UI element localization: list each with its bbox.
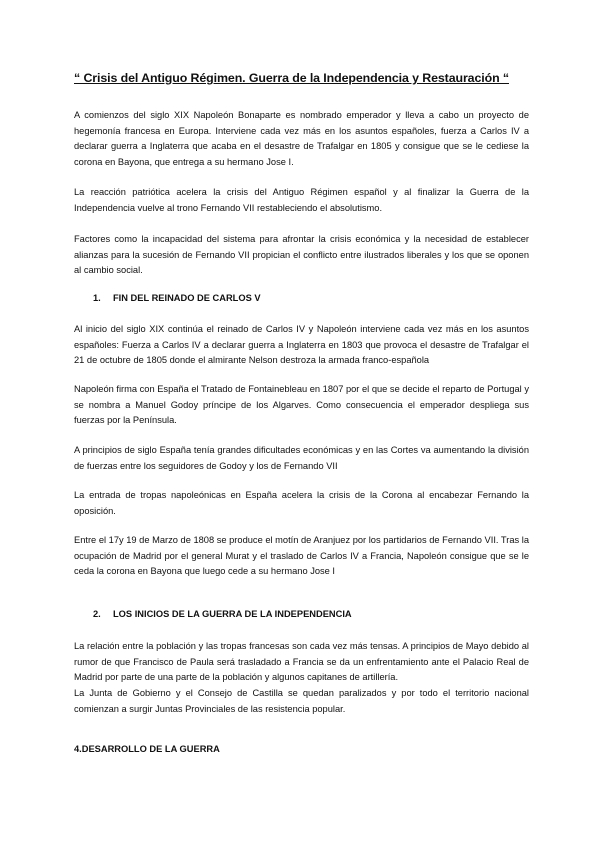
document-title: “ Crisis del Antiguo Régimen. Guerra de la Independencia y Restauración “ <box>74 71 509 85</box>
section-2-title: LOS INICIOS DE LA GUERRA DE LA INDEPENDENCIA <box>113 609 352 619</box>
intro-paragraph-1: A comienzos del siglo XIX Napoleón Bonaparte es nombrado emperador y lleva a cabo un proyecto de hegemonía francesa en Europa. Interviene cada vez más en los asuntos españoles, fuerza a Carlos IV a declarar guerra a Inglaterra que acaba en el desastre de Trafalgar en 1805 y consigue que se le cediese la corona en Bayona, que entrega a su hermano Jose I. <box>74 110 529 167</box>
section-1-paragraph-2: Napoleón firma con España el Tratado de Fontainebleau en 1807 por el que se decide el reparto de Portugal y se nombra a Manuel Godoy príncipe de los Algarves. Como consecuencia el emperador despliega sus fuerzas por la Península. <box>74 384 529 426</box>
section-4-heading: 4.DESARROLLO DE LA GUERRA <box>74 744 220 754</box>
section-1-paragraph-4: La entrada de tropas napoleónicas en España acelera la crisis de la Corona al encabezar Fernando la oposición. <box>74 490 529 516</box>
intro-paragraph-2: La reacción patriótica acelera la crisis del Antiguo Régimen español y al finalizar la Guerra de la Independencia vuelve al trono Fernando VII restableciendo el absolutismo. <box>74 187 529 213</box>
section-1-paragraph-5: Entre el 17y 19 de Marzo de 1808 se produce el motín de Aranjuez por los partidarios de Fernando VII. Tras la ocupación de Madrid por el general Murat y el traslado de Carlos IV a Francia, Napoleón consigue que se le ceda la corona en Bayona que luego cede a su hermano Jose I <box>74 535 529 577</box>
section-1-heading <box>93 293 261 303</box>
section-1-paragraph-1: Al inicio del siglo XIX continúa el reinado de Carlos IV y Napoleón interviene cada vez más en los asuntos españoles: Fuerza a Carlos IV a declarar guerra a Inglaterra en 1803 que provoca el desastre de Trafalgar el 21 de octubre de 1805 donde el almirante Nelson destroza la armada franco-española <box>74 324 529 366</box>
intro-paragraph-3: Factores como la incapacidad del sistema para afrontar la crisis económica y la necesidad de establecer alianzas para la sucesión de Fernando VII propician el conflicto entre ilustrados liberales y los que se oponen al cambio social. <box>74 234 529 276</box>
section-1-paragraph-3: A principios de siglo España tenía grandes dificultades económicas y en las Cortes va aumentando la división de fuerzas entre los seguidores de Godoy y los de Fernando VII <box>74 445 529 471</box>
section-1-number: 1. <box>93 293 101 303</box>
section-1-title: FIN DEL REINADO DE CARLOS V <box>113 293 261 303</box>
section-2-paragraph-1: La relación entre la población y las tropas francesas son cada vez más tensas. A principios de Mayo debido al rumor de que Francisco de Paula será trasladado a Francia se da un enfrentamiento ante el Palacio Real de Madrid por parte de una parte de la población y algunos capitanes de artillería. <box>74 641 529 683</box>
section-2-heading <box>93 609 352 619</box>
section-2-paragraph-2: La Junta de Gobierno y el Consejo de Castilla se quedan paralizados y por todo el territorio nacional comienzan a surgir Juntas Provinciales de las resistencia popular. <box>74 688 529 714</box>
section-2-number: 2. <box>93 609 101 619</box>
